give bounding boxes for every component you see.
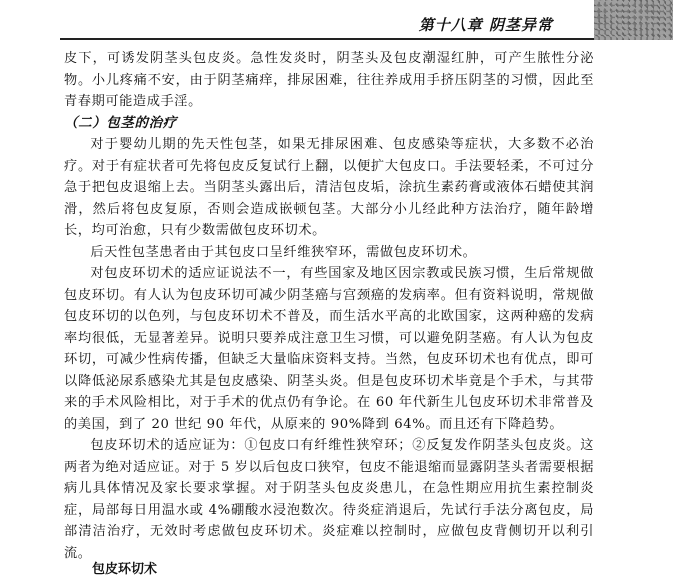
page-body xyxy=(64,48,594,564)
page-header xyxy=(0,0,673,42)
chapter-title: 第十八章 阴茎异常 xyxy=(418,16,553,34)
paragraph-top: 皮下，可诱发阴茎头包皮炎。急性发炎时，阴茎头及包皮潮湿红肿，可产生脓性分泌物。小儿疼痛不安，由于阴茎痛痒，排尿困难，往往养成用手挤压阴茎的习惯，因此至青春期可能造成手淫。 xyxy=(64,51,594,109)
paragraph-3: 对包皮环切术的适应证说法不一，有些国家及地区因宗教或民族习惯，生后常规做包皮环切。有人认为包皮环切可减少阴茎癌与宫颈癌的发病率。但有资料说明，常规做包皮环切的以色列，与包皮环切术不普及，而生活水平高的北欧国家，这两种癌的发病率均很低，无显著差异。说明只要养成注意卫生习惯，可以避免阴茎癌。有人认为包皮环切，可减少性病传播，但缺乏大量临床资料支持。当然，包皮环切术也有优点，即可以降低泌尿系感染尤其是包皮感染、阴茎头炎。但是包皮环切术毕竟是个手术，与其带来的手术风险相比，对于手术的优点仍有争论。在 60 年代新生儿包皮环切术非常普及的美国，到了 20 世纪 90 年代，从原来的 90%降到 64%。而且还有下降趋势。 xyxy=(64,266,594,432)
corner-decoration-image xyxy=(594,0,673,40)
paragraph-4: 包皮环切术的适应证为：①包皮口有纤维性狭窄环；②反复发作阴茎头包皮炎。这两者为绝对适应证。对于 5 岁以后包皮口狭窄，包皮不能退缩而显露阴茎头者需要根据病儿具体情况及家长要求掌握。对于阴茎头包皮炎患儿，在急性期应用抗生素控制炎症，局部每日用温水或 4%硼酸水浸泡数次。待炎症消退后，先试行手法分离包皮，局部清洁治疗，无效时考虑做包皮环切术。炎症难以控制时，应做包皮背侧切开以利引流。 xyxy=(64,438,594,561)
paragraph-1: 对于婴幼儿期的先天性包茎，如果无排尿困难、包皮感染等症状，大多数不必治疗。对于有症状者可先将包皮反复试行上翻，以便扩大包皮口。手法要轻柔，不可过分急于把包皮退缩上去。当阴茎头露出后，清洁包皮垢，涂抗生素药膏或液体石蜡使其润滑，然后将包皮复原，否则会造成嵌顿包茎。大部分小儿经此种方法治疗，随年龄增长，均可治愈，只有少数需做包皮环切术。 xyxy=(64,137,594,238)
sub-heading: 包皮环切术 xyxy=(92,562,158,577)
paragraph-2: 后天性包茎患者由于其包皮口呈纤维狭窄环，需做包皮环切术。 xyxy=(90,244,477,260)
header-rule xyxy=(60,38,595,40)
section-heading: （二）包茎的治疗 xyxy=(64,114,177,131)
